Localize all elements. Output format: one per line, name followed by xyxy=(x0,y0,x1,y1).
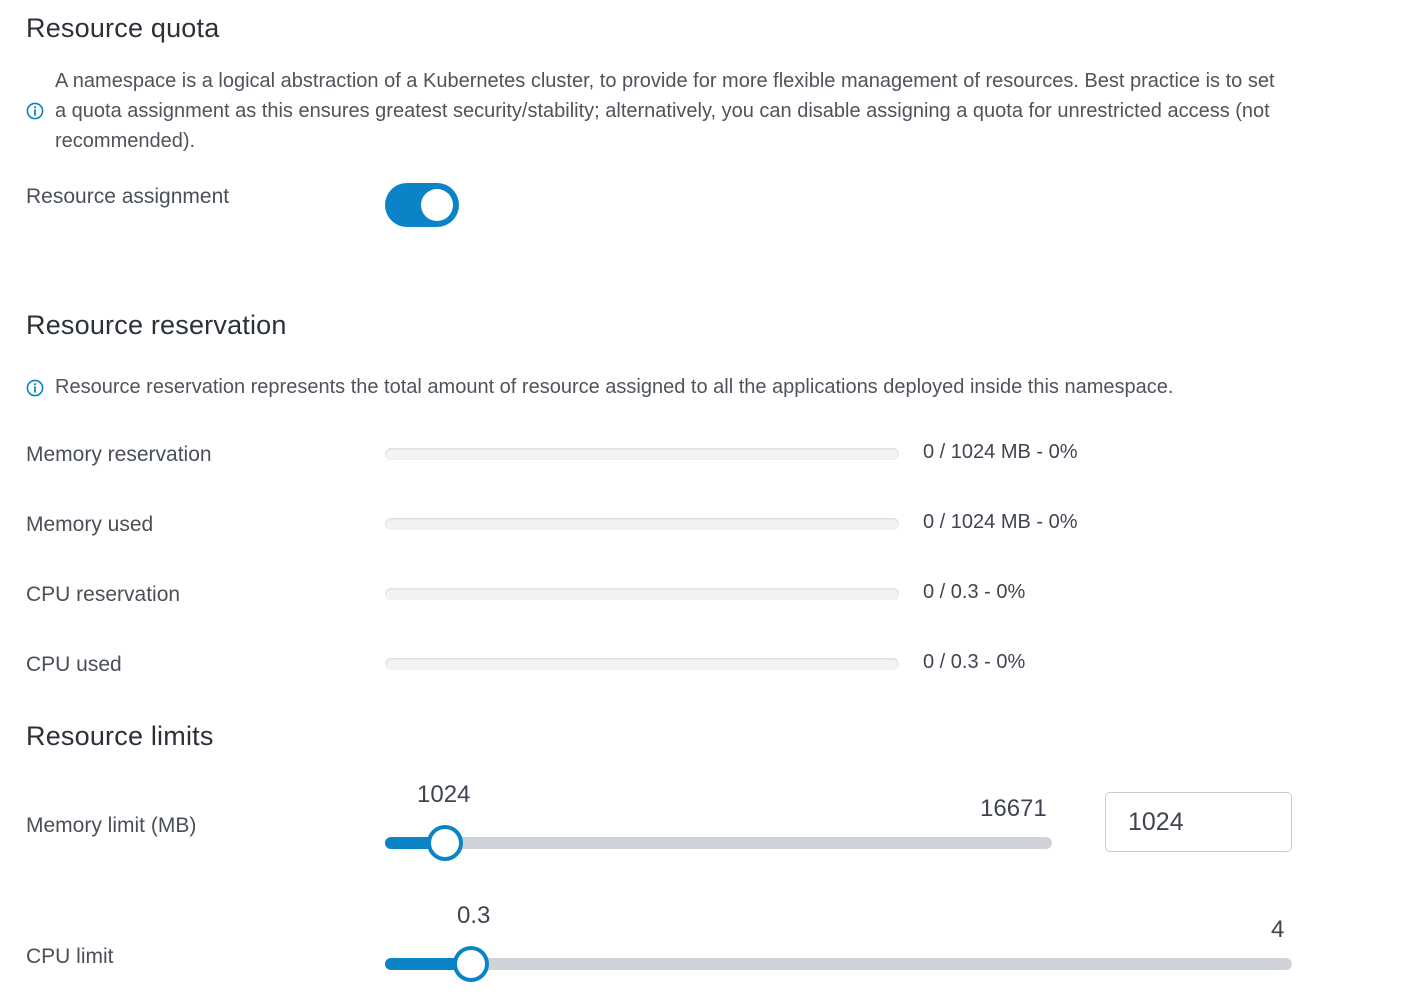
cpu-limit-label: CPU limit xyxy=(26,945,114,968)
cpu-limit-slider-track[interactable] xyxy=(385,958,1292,970)
memory-used-value: 0 / 1024 MB - 0% xyxy=(923,511,1078,533)
cpu-limit-slider-thumb[interactable] xyxy=(453,946,489,982)
resource-reservation-title: Resource reservation xyxy=(26,310,287,340)
cpu-reservation-value: 0 / 0.3 - 0% xyxy=(923,581,1026,603)
cpu-reservation-progress xyxy=(385,588,899,600)
resource-assignment-label: Resource assignment xyxy=(26,185,230,208)
memory-limit-label: Memory limit (MB) xyxy=(26,814,197,837)
resource-quota-title: Resource quota xyxy=(26,13,220,43)
cpu-limit-current-tick: 0.3 xyxy=(457,902,491,929)
info-icon xyxy=(26,102,44,120)
cpu-limit-max-tick: 4 xyxy=(1271,916,1285,943)
quota-description-line2: a quota assignment as this ensures greatest security/stability; alternatively, you can disable assigning a quota for unrestricted access (not xyxy=(55,100,1270,122)
cpu-used-progress xyxy=(385,658,899,670)
memory-limit-slider-track[interactable] xyxy=(385,837,1052,849)
cpu-used-label: CPU used xyxy=(26,653,122,676)
info-icon xyxy=(26,379,44,397)
memory-used-label: Memory used xyxy=(26,513,154,536)
cpu-used-value: 0 / 0.3 - 0% xyxy=(923,651,1026,673)
reservation-description: Resource reservation represents the total amount of resource assigned to all the applications deployed inside this namespace. xyxy=(55,376,1174,398)
toggle-knob xyxy=(421,189,453,221)
memory-limit-input[interactable] xyxy=(1105,792,1292,852)
memory-used-progress xyxy=(385,518,899,530)
resource-assignment-toggle[interactable] xyxy=(385,183,459,227)
memory-reservation-progress xyxy=(385,448,899,460)
memory-limit-current-tick: 1024 xyxy=(417,781,471,808)
memory-limit-slider-thumb[interactable] xyxy=(427,825,463,861)
cpu-reservation-label: CPU reservation xyxy=(26,583,181,606)
quota-description-line3: recommended). xyxy=(55,130,196,152)
resource-limits-title: Resource limits xyxy=(26,721,214,751)
memory-reservation-value: 0 / 1024 MB - 0% xyxy=(923,441,1078,463)
quota-description-line1: A namespace is a logical abstraction of a Kubernetes cluster, to provide for more flexible management of resources. Best practice is to set xyxy=(55,70,1275,92)
memory-reservation-label: Memory reservation xyxy=(26,443,212,466)
memory-limit-max-tick: 16671 xyxy=(980,795,1047,822)
